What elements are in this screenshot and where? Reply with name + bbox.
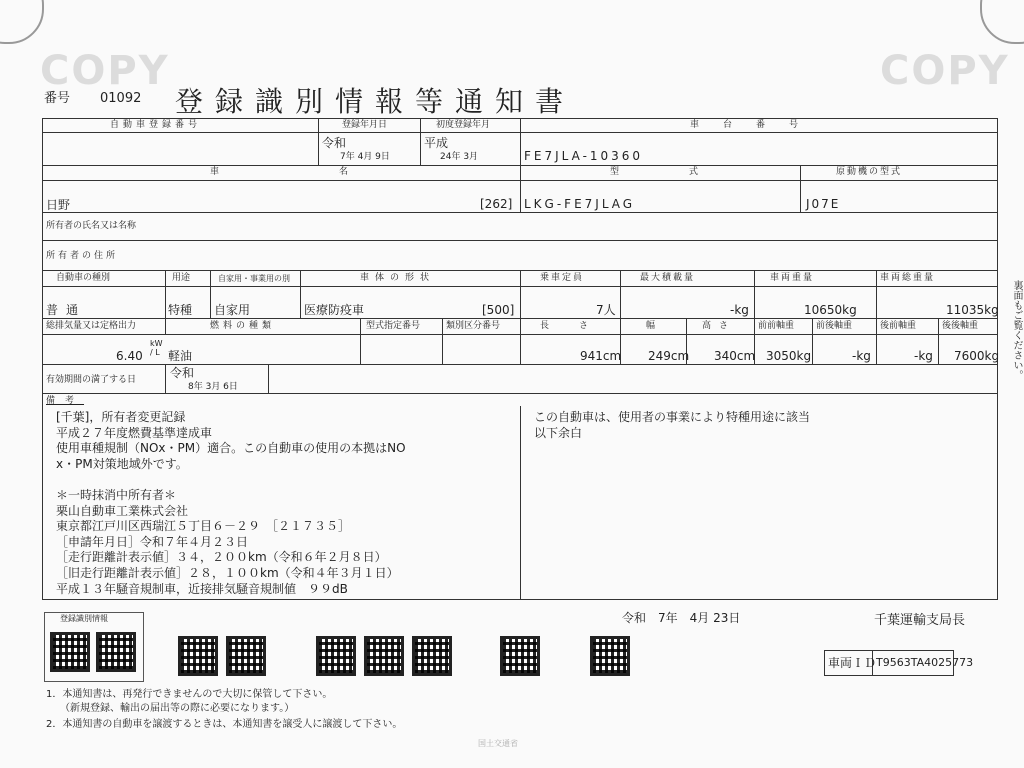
width-value: 249cm bbox=[648, 349, 690, 363]
expiry-era: 令和 bbox=[170, 366, 195, 380]
remark-line: 東京都江戸川区西瑞江５丁目６－２９ ［２１７３５］ bbox=[56, 519, 351, 534]
qr-code bbox=[316, 636, 356, 676]
rear-front-axle-label: 後前軸重 bbox=[880, 321, 917, 331]
issue-date: 令和 7年 4月 23日 bbox=[622, 611, 741, 625]
vehicle-kind-label: 自動車の種別 bbox=[56, 273, 111, 283]
car-name-label: 車名 bbox=[210, 167, 469, 177]
front-rear-axle-label: 前後軸重 bbox=[816, 321, 853, 331]
qr-code bbox=[50, 632, 90, 672]
remark-right-line: 以下余白 bbox=[534, 425, 583, 440]
vehicle-id-label: 車両ＩＤ bbox=[828, 656, 877, 670]
qr-code bbox=[364, 636, 404, 676]
type-designation-label: 型式指定番号 bbox=[366, 321, 421, 331]
fuel-type-label: 燃料の種類 bbox=[210, 321, 276, 331]
remark-line: ［走行距離計表示値］３４，２００km（令和６年２月８日） bbox=[56, 550, 387, 565]
body-shape-value: 医療防疫車 bbox=[304, 303, 365, 317]
displacement-unit: kW / L bbox=[150, 339, 163, 357]
reg-number-label: 自動車登録番号 bbox=[110, 120, 202, 130]
remark-line: 使用車種規制（NOx・PM）適合。この自動車の使用の本拠はNO bbox=[56, 441, 406, 456]
displacement-value: 6.40 bbox=[116, 349, 143, 363]
remark-line: [千葉]，所有者変更記録 bbox=[56, 410, 186, 424]
engine-type-label: 原動機の型式 bbox=[836, 167, 903, 177]
chassis-value: FE7JLA-10360 bbox=[524, 149, 644, 163]
remark-line: ＊一時抹消中所有者＊ bbox=[56, 487, 177, 502]
issuer: 千葉運輸支局長 bbox=[874, 613, 966, 628]
rear-rear-axle-label: 後後軸重 bbox=[942, 321, 979, 331]
reg-date-label: 登録年月日 bbox=[342, 120, 388, 130]
car-name-code: [262] bbox=[480, 197, 513, 211]
qr-label: 登録識別情報 bbox=[60, 614, 108, 623]
height-label: 高さ bbox=[702, 321, 737, 331]
number-label: 番号 bbox=[44, 91, 71, 106]
reg-date: 7年 4月 9日 bbox=[340, 152, 390, 162]
number-value: 01092 bbox=[100, 91, 142, 106]
qr-code bbox=[96, 632, 136, 672]
rear-rear-axle-value: 7600kg bbox=[954, 349, 1000, 363]
remark-line: ［申請年月日］令和７年４月２３日 bbox=[56, 534, 249, 549]
use-value: 特種 bbox=[168, 303, 193, 317]
remark-line: 平成２７年度燃費基準達成車 bbox=[56, 425, 213, 440]
vehicle-id-value: T9563TA4025773 bbox=[876, 656, 974, 669]
copy-watermark-right: COPY bbox=[880, 48, 1010, 94]
remark-line: ［旧走行距離計表示値］２８，１００km（令和４年３月１日） bbox=[56, 565, 399, 580]
note-1: 1．本通知書は、再発行できませんので大切に保管して下さい。 bbox=[46, 689, 333, 700]
first-reg-label: 初度登録年月 bbox=[436, 120, 491, 130]
ornament-top-left bbox=[0, 0, 44, 44]
remarks-label: 備考 bbox=[46, 396, 85, 406]
note-2: 2．本通知書の自動車を譲渡するときは、本通知書を譲受人に譲渡して下さい。 bbox=[46, 719, 403, 730]
qr-code bbox=[412, 636, 452, 676]
length-label: 長さ bbox=[540, 321, 619, 331]
qr-code bbox=[500, 636, 540, 676]
remark-line: x・PM対策地域外です。 bbox=[56, 456, 188, 471]
remark-line: 栗山自動車工業株式会社 bbox=[56, 503, 189, 518]
first-reg-era: 平成 bbox=[424, 136, 449, 150]
height-value: 340cm bbox=[714, 349, 756, 363]
vehicle-weight-value: 10650kg bbox=[804, 303, 857, 317]
front-rear-axle-value: -kg bbox=[852, 349, 871, 363]
max-load-label: 最大積載量 bbox=[640, 273, 696, 283]
private-business-label: 自家用・事業用の別 bbox=[218, 274, 290, 283]
qr-code bbox=[178, 636, 218, 676]
expiry-date: 8年 3月 6日 bbox=[188, 382, 238, 392]
body-shape-label: 車体の形状 bbox=[360, 273, 436, 283]
capacity-label: 乗車定員 bbox=[540, 273, 585, 283]
class-number-label: 類別区分番号 bbox=[446, 321, 501, 331]
displacement-label: 総排気量又は定格出力 bbox=[46, 321, 137, 331]
front-front-axle-label: 前前軸重 bbox=[758, 321, 795, 331]
fuel-type-value: 軽油 bbox=[168, 349, 193, 363]
use-label: 用途 bbox=[172, 273, 191, 283]
car-name-value: 日野 bbox=[46, 198, 71, 212]
remark-right-line: この自動車は、使用者の事業により特種用途に該当 bbox=[534, 410, 811, 424]
max-load-value: -kg bbox=[730, 303, 749, 317]
remark-line bbox=[56, 472, 406, 488]
remarks-right bbox=[534, 410, 810, 441]
owner-address-label: 所有者の住所 bbox=[46, 251, 119, 261]
ornament-top-right bbox=[980, 0, 1024, 44]
chassis-label: 車台番号 bbox=[690, 120, 823, 130]
model-type-value: LKG-FE7JLAG bbox=[524, 197, 636, 211]
body-shape-code: [500] bbox=[482, 303, 515, 317]
first-reg-date: 24年 3月 bbox=[440, 152, 479, 162]
rear-front-axle-value: -kg bbox=[914, 349, 933, 363]
front-front-axle-value: 3050kg bbox=[766, 349, 812, 363]
page-title: 登録識別情報等通知書 bbox=[175, 85, 576, 118]
remarks-left bbox=[56, 410, 406, 597]
vehicle-weight-label: 車両重量 bbox=[770, 273, 815, 283]
qr-code bbox=[590, 636, 630, 676]
private-value: 自家用 bbox=[214, 303, 251, 317]
gross-weight-value: 11035kg bbox=[946, 303, 999, 317]
remark-line: 平成１３年騒音規制車，近接排気騒音規制値 ９９dB bbox=[56, 581, 348, 596]
length-value: 941cm bbox=[580, 349, 622, 363]
side-note: 裏面もご覧ください。 bbox=[1011, 280, 1022, 380]
reg-era: 令和 bbox=[322, 136, 347, 150]
gross-weight-label: 車両総重量 bbox=[880, 273, 936, 283]
model-type-label: 型式 bbox=[610, 167, 769, 177]
engine-type-value: J07E bbox=[806, 197, 841, 211]
width-label: 幅 bbox=[646, 321, 656, 331]
owner-name-label: 所有者の氏名又は名称 bbox=[46, 221, 137, 231]
expiry-label: 有効期間の満了する日 bbox=[46, 375, 137, 385]
qr-code bbox=[226, 636, 266, 676]
note-1b: （新規登録、輸出の届出等の際に必要になります。） bbox=[60, 703, 295, 714]
copy-watermark-left: COPY bbox=[40, 48, 170, 94]
vehicle-kind-value: 普通 bbox=[46, 303, 87, 317]
ministry-mark: 国土交通省 bbox=[478, 739, 518, 748]
capacity-value: 7人 bbox=[596, 303, 616, 317]
